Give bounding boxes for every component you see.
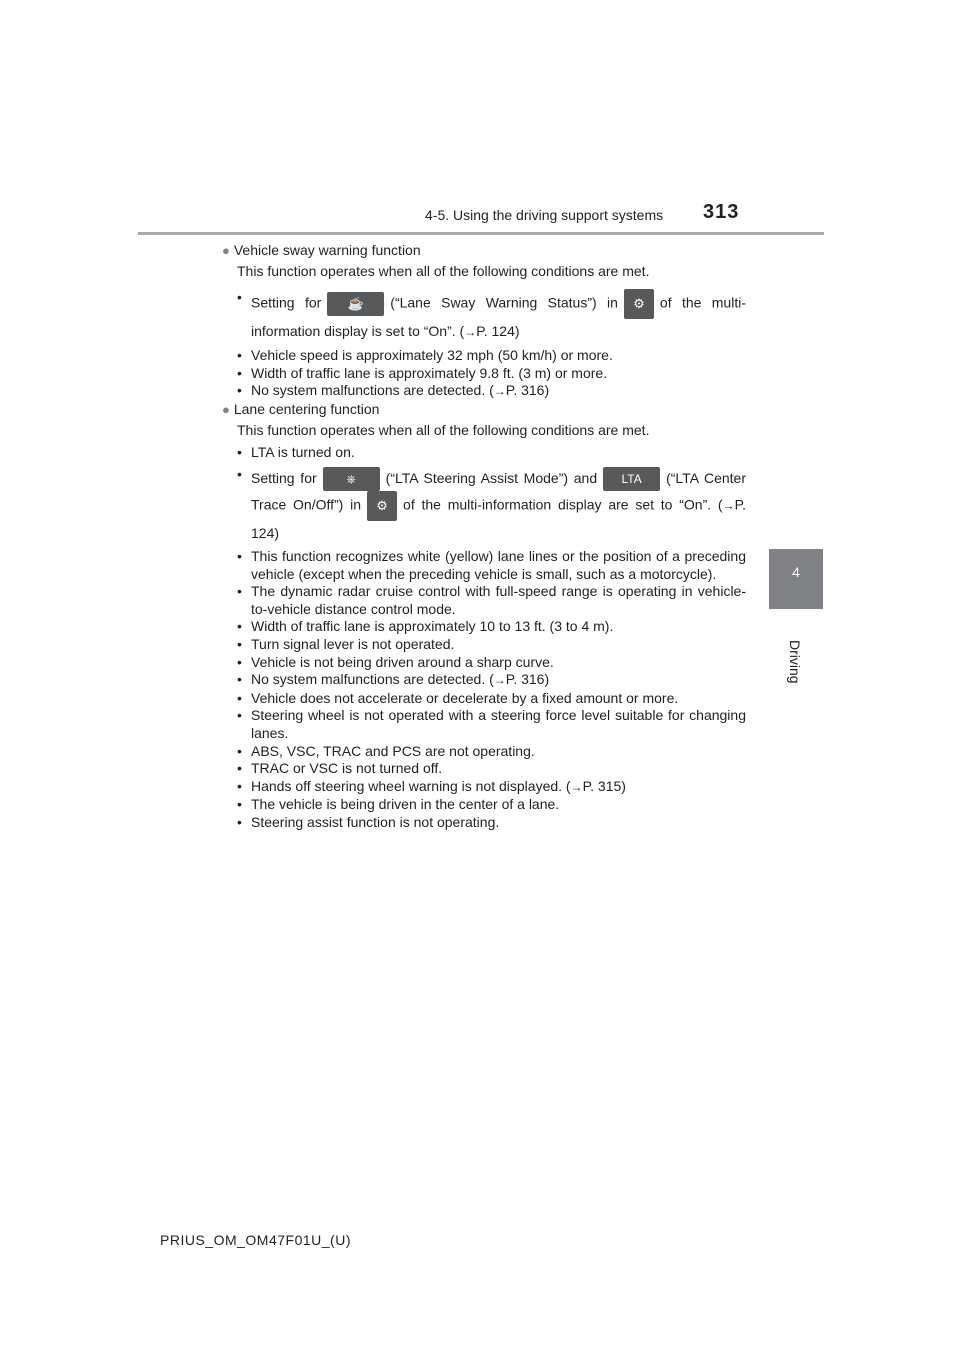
section-header: 4-5. Using the driving support systems (425, 207, 664, 223)
arrow-right-icon: → (570, 779, 583, 794)
page-ref-link[interactable]: P. 124) (251, 496, 747, 542)
list-item: • ABS, VSC, TRAC and PCS are not operating. (237, 743, 746, 761)
list-item: • TRAC or VSC is not turned off. (237, 760, 746, 778)
list-item: • Setting for ☕ (“Lane Sway Warning Status”) in ⚙ of the multi-information display is set to “On”. (→P. 124) (237, 285, 746, 347)
list-item: • Width of traffic lane is approximately 10 to 13 ft. (3 to 4 m). (237, 618, 746, 636)
header-rule (138, 232, 824, 235)
page-ref-link[interactable]: P. 316) (505, 671, 550, 688)
list-item: • LTA is turned on. (237, 444, 746, 462)
chapter-tab[interactable] (769, 549, 823, 609)
chapter-label: Driving (787, 640, 803, 684)
list-item: • Vehicle speed is approximately 32 mph (50 km/h) or more. (237, 347, 746, 365)
list-item: • Width of traffic lane is approximately 9.8 ft. (3 m) or more. (237, 365, 746, 383)
document-footer: PRIUS_OM_OM47F01U_(U) (160, 1232, 351, 1248)
list-item: • Steering wheel is not operated with a steering force level suitable for changing lanes. (237, 707, 746, 742)
list-item: • No system malfunctions are detected. (→P. 316) (237, 671, 746, 690)
list-item: • Steering assist function is not operating. (237, 814, 746, 832)
condition-list (237, 444, 746, 831)
arrow-right-icon: → (493, 384, 506, 399)
section-title: ● Vehicle sway warning function (222, 242, 421, 258)
page-number: 313 (703, 201, 740, 223)
steering-assist-icon: ⎈ (323, 467, 380, 491)
list-item: • Turn signal lever is not operated. (237, 636, 746, 654)
list-item: • This function recognizes white (yellow) lane lines or the position of a preceding vehicle (except when the preceding vehicle is small, such as a motorcycle). (237, 548, 746, 583)
section-intro: This function operates when all of the following conditions are met. (237, 421, 650, 438)
main-content (222, 242, 746, 832)
list-item: • The vehicle is being driven in the center of a lane. (237, 796, 746, 814)
list-item: • Vehicle is not being driven around a sharp curve. (237, 654, 746, 672)
list-item: • Hands off steering wheel warning is not displayed. (→P. 315) (237, 778, 746, 797)
gear-icon: ⚙ (367, 491, 397, 521)
list-item: • Setting for ⎈ (“LTA Steering Assist Mode”) and LTA (“LTA Center Trace On/Off”) in ⚙ of the multi-information display are set to “On”. (→P. 124) (237, 462, 746, 548)
arrow-right-icon: → (493, 673, 506, 688)
arrow-right-icon: → (722, 498, 735, 513)
bullet-circle-icon: ● (222, 401, 230, 417)
condition-list (237, 285, 746, 401)
page-ref-link[interactable]: P. 315) (582, 777, 626, 794)
lta-icon: LTA (603, 467, 660, 491)
page-ref-link[interactable]: P. 124) (476, 323, 520, 340)
list-item: • Vehicle does not accelerate or decelerate by a fixed amount or more. (237, 690, 746, 708)
page-ref-link[interactable]: P. 316) (505, 382, 550, 399)
section-title: ● Lane centering function (222, 400, 380, 417)
gear-icon: ⚙ (624, 289, 654, 319)
list-item: • No system malfunctions are detected. (→P. 316) (237, 382, 746, 401)
list-item: • The dynamic radar cruise control with full-speed range is operating in vehicle-to-vehicle distance control mode. (237, 583, 746, 618)
chapter-number: 4 (792, 564, 800, 580)
arrow-right-icon: → (464, 325, 477, 340)
bullet-circle-icon: ● (222, 243, 230, 258)
coffee-cup-icon: ☕ (327, 292, 384, 316)
section-intro: This function operates when all of the following conditions are met. (237, 262, 650, 279)
